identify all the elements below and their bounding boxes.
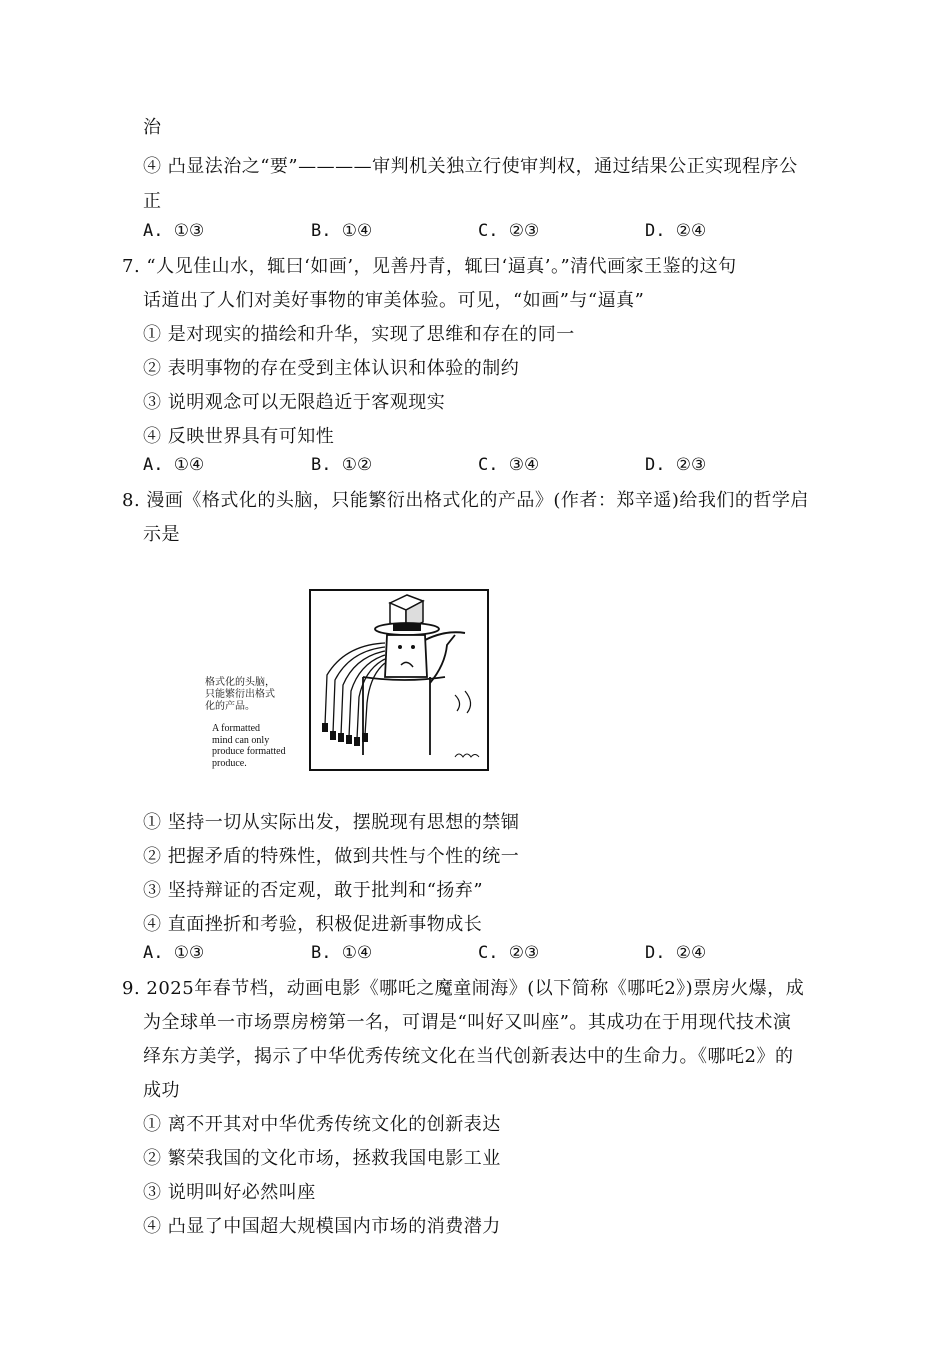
q7-stem: 7. “人见佳山水，辄曰‘如画’，见善丹青，辄曰‘逼真’。”清代画家王鉴的这句 (122, 256, 737, 277)
q8-item-1: ① 坚持一切从实际出发，摆脱现有思想的禁锢 (143, 812, 520, 833)
q8-cartoon (205, 585, 505, 775)
q7-option-a[interactable]: A. ①④ (143, 455, 205, 475)
q6-option-a[interactable]: A. ①③ (143, 221, 205, 241)
q7-item-3: ③ 说明观念可以无限趋近于客观现实 (143, 392, 446, 413)
q9-stem: 9. 2025年春节档，动画电影《哪吒之魔童闹海》(以下简称《哪吒2》)票房火爆，成 (122, 978, 805, 999)
q8-option-d[interactable]: D. ②④ (645, 943, 707, 963)
q8-options (143, 941, 783, 965)
q7-option-b[interactable]: B. ①② (311, 455, 373, 475)
q7-item-2: ② 表明事物的存在受到主体认识和体验的制约 (143, 358, 520, 379)
q9-stem-cont-1: 为全球单一市场票房榜第一名，可谓是“叫好又叫座”。其成功在于用现代技术演 (143, 1012, 792, 1033)
q7-item-4: ④ 反映世界具有可知性 (143, 426, 335, 447)
q7-stem-cont: 话道出了人们对美好事物的审美体验。可见，“如画”与“逼真” (143, 290, 645, 311)
q6-option-c[interactable]: C. ②③ (478, 221, 540, 241)
q8-option-c[interactable]: C. ②③ (478, 943, 540, 963)
q9-stem-cont-2: 绎东方美学，揭示了中华优秀传统文化在当代创新表达中的生命力。《哪吒2》的 (143, 1046, 794, 1067)
q6-continuation-text: 治 (143, 117, 162, 138)
q7-options (143, 453, 783, 477)
cartoon-drawing (305, 585, 495, 775)
q8-item-2: ② 把握矛盾的特殊性，做到共性与个性的统一 (143, 846, 520, 867)
q8-item-4: ④ 直面挫折和考验，积极促进新事物成长 (143, 914, 483, 935)
q6-item-4-cont: 正 (143, 191, 162, 212)
q7-option-d[interactable]: D. ②③ (645, 455, 707, 475)
q8-stem: 8. 漫画《格式化的头脑，只能繁衍出格式化的产品》(作者：郑辛遥)给我们的哲学启 (122, 490, 809, 511)
q7-item-1: ① 是对现实的描绘和升华，实现了思维和存在的同一 (143, 324, 575, 345)
q9-item-2: ② 繁荣我国的文化市场，拯救我国电影工业 (143, 1148, 501, 1169)
q8-stem-cont: 示是 (143, 524, 180, 545)
q8-item-3: ③ 坚持辩证的否定观，敢于批判和“扬弃” (143, 880, 484, 901)
q8-option-b[interactable]: B. ①④ (311, 943, 373, 963)
q9-item-1: ① 离不开其对中华优秀传统文化的创新表达 (143, 1114, 501, 1135)
q6-item-4: ④ 凸显法治之“要”————审判机关独立行使审判权，通过结果公正实现程序公 (143, 156, 798, 177)
cartoon-caption-en: A formatted mind can only produce formatted produce. (212, 723, 286, 769)
q9-stem-cont-3: 成功 (143, 1080, 180, 1101)
cartoon-caption-cn: 格式化的头脑， 只能繁衍出格式 化的产品。 (205, 677, 275, 712)
q7-option-c[interactable]: C. ③④ (478, 455, 540, 475)
q6-option-d[interactable]: D. ②④ (645, 221, 707, 241)
q8-option-a[interactable]: A. ①③ (143, 943, 205, 963)
q6-options (143, 219, 783, 243)
q6-option-b[interactable]: B. ①④ (311, 221, 373, 241)
q9-item-3: ③ 说明叫好必然叫座 (143, 1182, 316, 1203)
q9-item-4: ④ 凸显了中国超大规模国内市场的消费潜力 (143, 1216, 501, 1237)
